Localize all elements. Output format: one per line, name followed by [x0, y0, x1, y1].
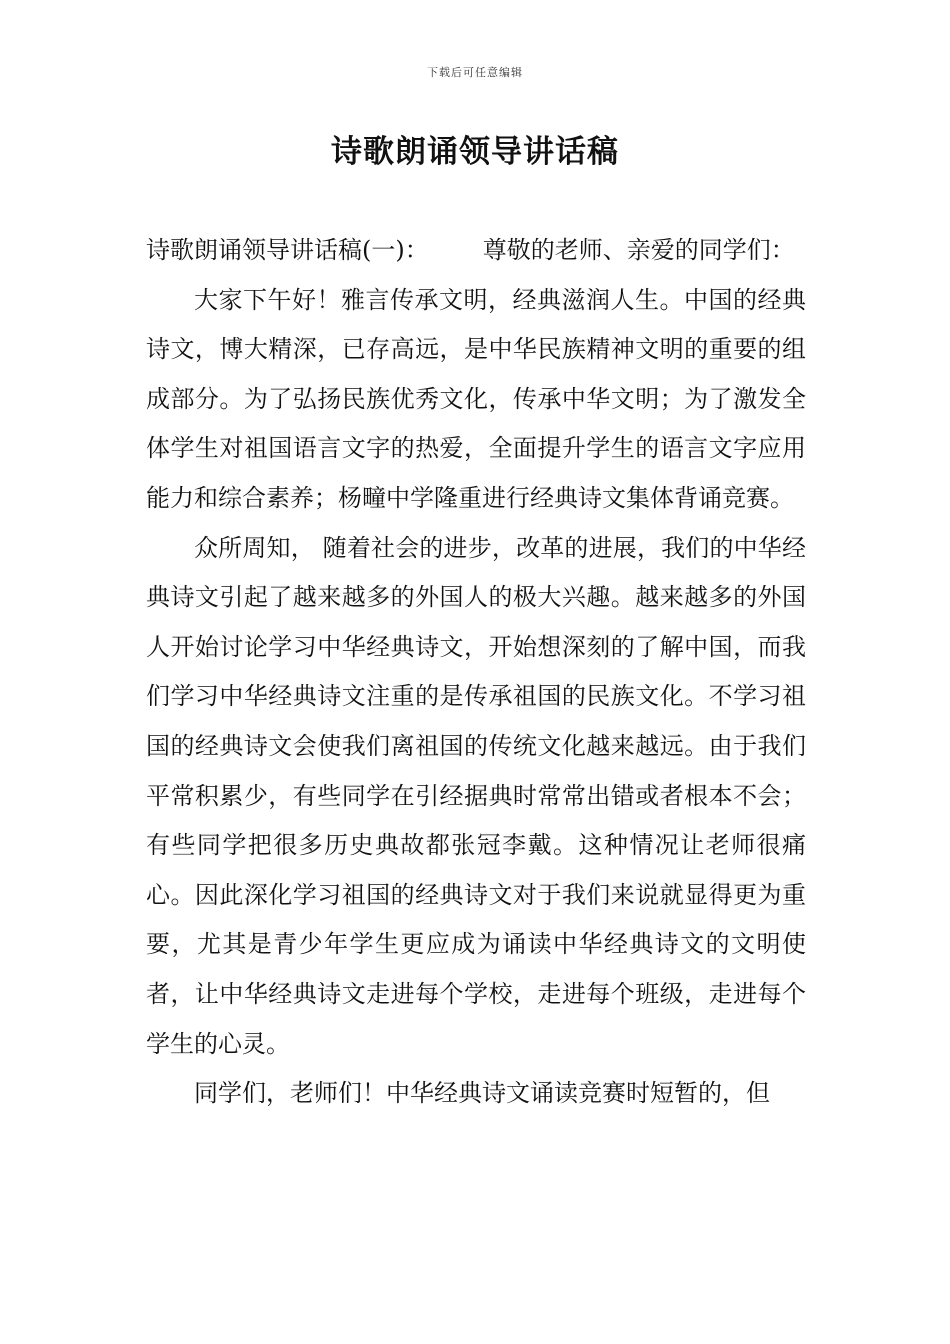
body-paragraph-2: 众所周知， 随着社会的进步，改革的进展，我们的中华经典诗文引起了越来越多的外国人的极大兴趣。越来越多的外国人开始讨论学习中华经典诗文，开始想深刻的了解中国，而我们学习中华经典诗文注重的是传承祖国的民族文化。不学习祖国的经典诗文会使我们离祖国的传统文化越来越远。由于我们平常积累少，有些同学在引经据典时常常出错或者根本不会；有些同学把很多历史典故都张冠李戴。这种情况让老师很痛心。因此深化学习祖国的经典诗文对于我们来说就显得更为重要，尤其是青少年学生更应成为诵读中华经典诗文的文明使者，让中华经典诗文走进每个学校，走进每个班级，走进每个学生的心灵。	[146, 533, 806, 1058]
intro-label: 诗歌朗诵领导讲话稿(一)：	[146, 236, 429, 264]
header-note: 下载后可任意编辑	[427, 66, 523, 79]
body-paragraph-1: 大家下午好！雅言传承文明，经典滋润人生。中国的经典诗文，博大精深，已存高远，是中华民族精神文明的重要的组成部分。为了弘扬民族优秀文化，传承中华文明；为了激发全体学生对祖国语言文字的热爱，全面提升学生的语言文字应用能力和综合素养；杨疃中学隆重进行经典诗文集体背诵竞赛。	[146, 285, 806, 512]
intro-greeting: 尊敬的老师、亲爱的同学们：	[482, 236, 795, 264]
intro-paragraph	[146, 226, 806, 276]
document-body	[146, 226, 806, 1119]
document-title: 诗歌朗诵领导讲话稿	[331, 134, 619, 170]
body-paragraph-3: 同学们，老师们！中华经典诗文诵读竞赛时短暂的，但	[194, 1079, 770, 1108]
